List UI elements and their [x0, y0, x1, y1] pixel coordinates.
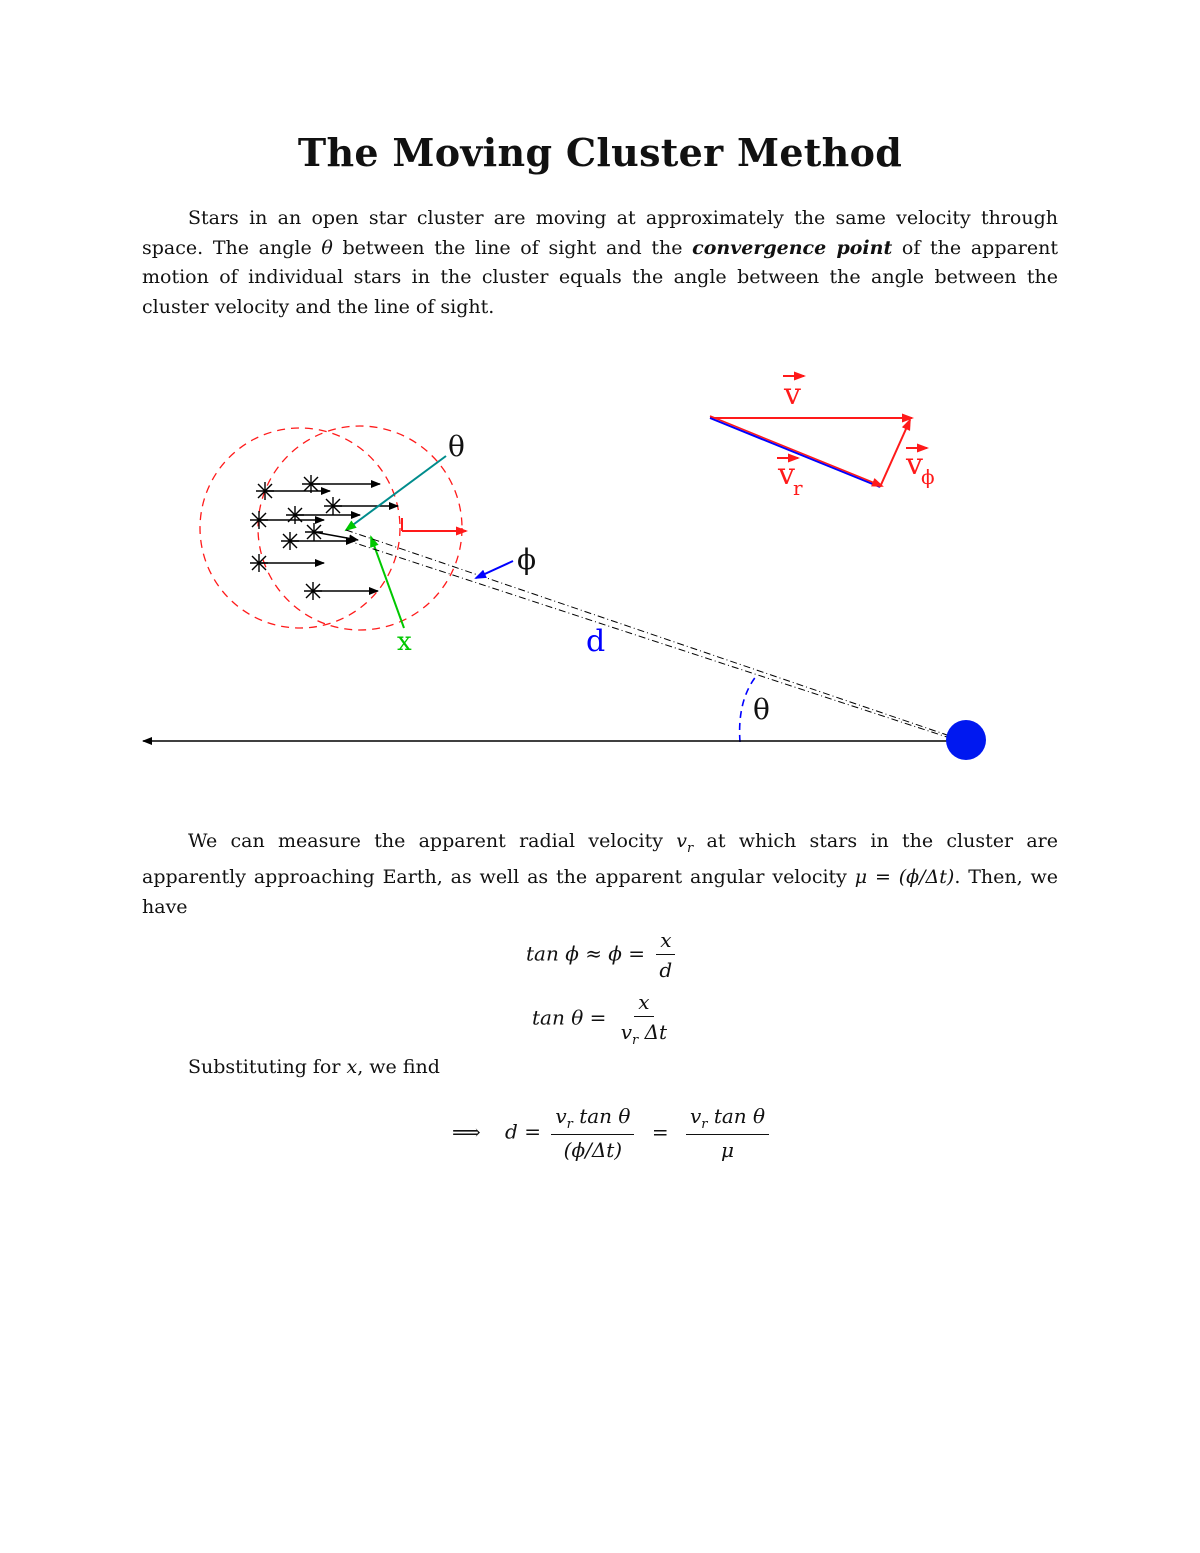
cluster-circle-left — [200, 428, 400, 628]
star-motion-arrows — [259, 484, 398, 591]
page-title: The Moving Cluster Method — [297, 130, 903, 175]
theta-pointer-line — [346, 456, 446, 530]
intro-paragraph: Stars in an open star cluster are moving at approximately the same velocity through space. The angle θ between the line of sight and the convergence point of the apparent motion of individual stars in the cluster equals the angle between the angle between the cluster velocity and the line of sight. — [142, 207, 1059, 318]
theta-symbol: θ — [321, 236, 333, 259]
equation-tan-phi: tan ϕ ≈ ϕ = $\frac{x}{d}$ — [526, 928, 680, 982]
d-label: d — [586, 624, 606, 659]
vr-label: v — [778, 457, 795, 492]
earth-circle — [946, 720, 986, 760]
vphi-label: v — [906, 447, 923, 482]
cluster-circle-right — [258, 426, 462, 630]
equation-tan-theta: tan θ = $\frac{x}{v_r \Delta t}$ — [532, 990, 668, 1048]
vphi-label-sub: ϕ — [921, 465, 935, 489]
line-of-sight-lower — [346, 540, 950, 738]
measure-paragraph: We can measure the apparent radial velocity $v_r$ at which stars in the cluster are apparently approaching Earth, as well as the apparent angular velocity μ = (ϕ/Δt). Then, we have — [142, 830, 1059, 918]
theta-label-top: θ — [448, 430, 465, 463]
substituting-paragraph: Substituting for x, we find — [188, 1056, 440, 1078]
mu-expression: μ = (ϕ/Δt) — [854, 866, 955, 889]
v-label: v — [784, 377, 801, 412]
x-pointer-line — [371, 537, 404, 628]
line-of-sight-upper — [346, 530, 950, 736]
convergence-point-term: convergence point — [692, 236, 893, 259]
x-label: x — [397, 627, 412, 657]
theta-label-bottom: θ — [753, 693, 770, 726]
phi-pointer-line — [476, 561, 513, 578]
phi-label: ϕ — [517, 543, 537, 576]
vr-label-sub: r — [793, 476, 803, 500]
final-equation: ⟹ d = $\frac{v_r \tan \theta}{(\phi/\Delta t)}$ = $\frac{v_r \tan \theta}{\mu}$ — [452, 1104, 773, 1162]
vr-symbol: $v_r$ — [676, 830, 694, 856]
